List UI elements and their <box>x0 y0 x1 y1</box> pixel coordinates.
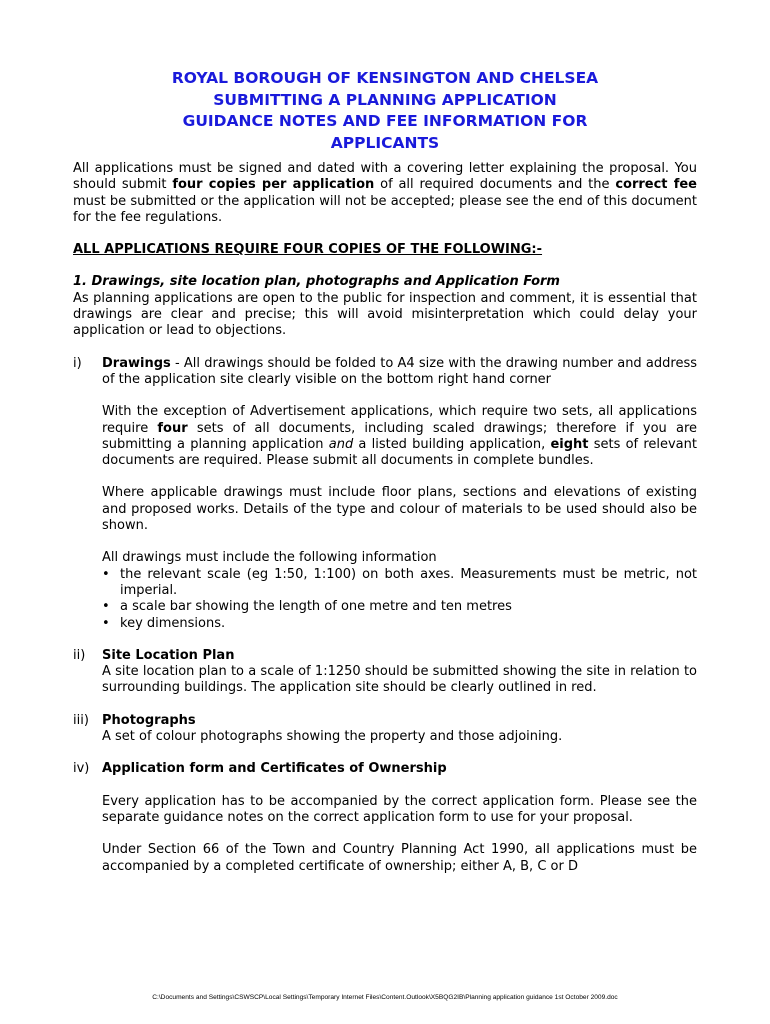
title-line-2: SUBMITTING A PLANNING APPLICATION <box>213 90 557 109</box>
intro-paragraph: All applications must be signed and dated with a covering letter explaining the proposal. You should submit four copies per application of all required documents and the correct fee must be submitted or the application will not be accepted; please see the end of this document for the fee regulations. <box>73 161 697 225</box>
drawings-paragraph: Drawings - All drawings should be folded to A4 size with the drawing number and address of the application site clearly visible on the bottom right hand corner <box>102 355 697 387</box>
drawings-info-intro: All drawings must include the following information <box>102 550 437 566</box>
drawings-content-paragraph: Where applicable drawings must include floor plans, sections and elevations of existing and proposed works. Details of the type and colour of materials to be used should also be shown. <box>102 485 697 534</box>
photographs-heading: Photographs <box>102 712 196 728</box>
list-item: • a scale bar showing the length of one metre and ten metres <box>120 599 697 615</box>
section-1-heading: 1. Drawings, site location plan, photographs and Application Form <box>73 274 560 290</box>
document-title <box>73 68 697 154</box>
item-number: iii) <box>73 712 89 728</box>
title-line-4: APPLICANTS <box>330 133 440 152</box>
section-1-text: As planning applications are open to the public for inspection and comment, it is essential that drawings are clear and precise; this will avoid misinterpretation which could delay your application or lead to objections. <box>73 290 697 339</box>
application-form-heading: Application form and Certificates of Ownership <box>102 761 447 777</box>
file-path-footer: C:\Documents and Settings\CSWSCP\Local Settings\Temporary Internet Files\Content.Outlook\X5BQG2IB\Planning application guidance 1st October 2009.doc <box>152 994 618 1001</box>
item-photographs <box>73 713 697 746</box>
item-application-form <box>73 761 697 874</box>
document-page <box>73 68 697 875</box>
item-number: iv) <box>73 761 90 777</box>
drawings-requirements-list <box>102 567 697 632</box>
application-form-text: Every application has to be accompanied by the correct application form. Please see the separate guidance notes on the correct application form to use for your proposal. <box>102 793 697 825</box>
site-plan-heading: Site Location Plan <box>102 647 235 663</box>
title-line-3: GUIDANCE NOTES AND FEE INFORMATION FOR <box>182 112 588 130</box>
site-plan-text: A site location plan to a scale of 1:1250 should be submitted showing the site in relation to surrounding buildings. The application site should be clearly outlined in red. <box>102 664 697 696</box>
photographs-text: A set of colour photographs showing the property and those adjoining. <box>102 729 563 745</box>
certificate-text: Under Section 66 of the Town and Country Planning Act 1990, all applications must be accompanied by a completed certificate of ownership; either A, B, C or D <box>102 842 697 874</box>
title-line-1: ROYAL BOROUGH OF KENSINGTON AND CHELSEA <box>171 69 599 87</box>
list-item: • the relevant scale (eg 1:50, 1:100) on both axes. Measurements must be metric, not imperial. <box>120 567 697 600</box>
item-number: i) <box>73 355 82 371</box>
item-drawings <box>73 356 697 632</box>
drawings-sets-paragraph: With the exception of Advertisement applications, which require two sets, all applications require four sets of all documents, including scaled drawings; therefore if you are submitting a planning application and a listed building application, eight sets of relevant documents are required. Please submit all documents in complete bundles. <box>102 404 697 469</box>
list-item: • key dimensions. <box>120 616 697 632</box>
item-number: ii) <box>73 647 86 663</box>
all-applications-heading: ALL APPLICATIONS REQUIRE FOUR COPIES OF THE FOLLOWING:- <box>73 242 543 258</box>
item-site-location-plan <box>73 648 697 697</box>
